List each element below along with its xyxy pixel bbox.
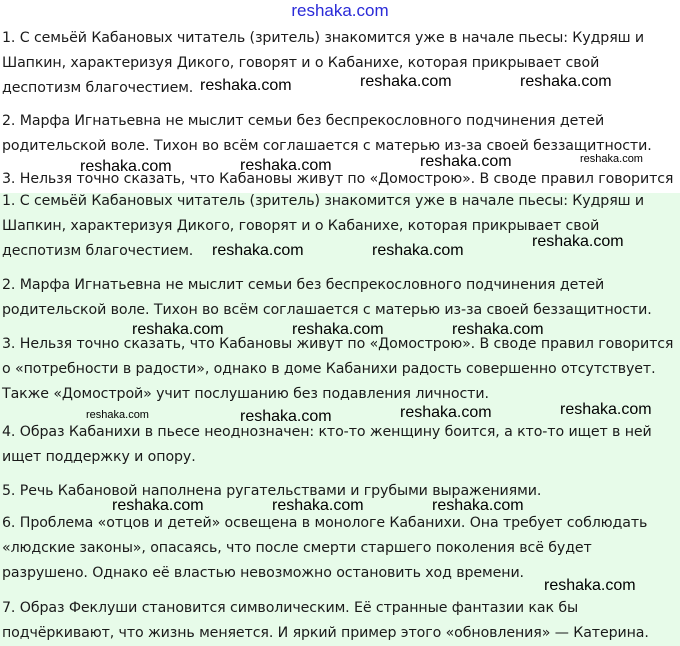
paragraph-line: 3. Нельзя точно сказать, что Кабановы живут по «Домострою». В своде правил говорится [2, 336, 674, 352]
watermark: reshaka.com [532, 233, 624, 250]
paragraph-line: о «потребности в радости», однако в доме Кабанихи радость совершенно отсутствует. [2, 361, 656, 377]
watermark: reshaka.com [420, 153, 512, 170]
paragraph-line: деспотизм благочестием. [2, 243, 194, 259]
watermark: reshaka.com [360, 73, 452, 90]
paragraph-line: 7. Образ Феклуши становится символическим. Её странные фантазии как бы [2, 600, 579, 616]
watermark: reshaka.com [80, 158, 172, 175]
paragraph-line: 3. Нельзя точно сказать, что Кабановы живут по «Домострою». В своде правил говорится [2, 171, 674, 187]
paragraph-line: 5. Речь Кабановой наполнена ругательствами и грубыми выражениями. [2, 483, 542, 499]
watermark: reshaka.com [240, 157, 332, 174]
paragraph-1 [2, 189, 678, 264]
paragraph-line: Шапкин, характеризуя Дикого, говорят и о Кабанихе, которая прикрывает свой [2, 55, 600, 71]
paragraph-line: подчёркивают, что жизнь меняется. И яркий пример этого «обновления» — Катерина. [2, 625, 649, 641]
paragraph-line: ищет поддержку и опору. [2, 449, 196, 465]
paragraph-line: 2. Марфа Игнатьевна не мыслит семьи без беспрекословного подчинения детей [2, 277, 605, 293]
site-title[interactable]: reshaka.com [291, 1, 389, 20]
paragraph-7 [2, 596, 678, 646]
paragraph-3 [2, 332, 678, 407]
paragraph-line: 6. Проблема «отцов и детей» освещена в монологе Кабанихи. Она требует соблюдать [2, 515, 648, 531]
paragraph-2 [2, 109, 678, 159]
watermark: reshaka.com [580, 153, 643, 165]
site-header [0, 0, 680, 22]
watermark: reshaka.com [132, 321, 224, 338]
paragraph-line: 4. Образ Кабанихи в пьесе неоднозначен: кто-то женщину боится, а кто-то ищет в ней [2, 424, 652, 440]
watermark: reshaka.com [112, 497, 204, 514]
watermark: reshaka.com [432, 497, 524, 514]
paragraph-4 [2, 420, 678, 470]
watermark: reshaka.com [272, 497, 364, 514]
paragraph-2 [2, 273, 678, 323]
watermark: reshaka.com [520, 73, 612, 90]
watermark: reshaka.com [212, 242, 304, 259]
watermark: reshaka.com [544, 577, 636, 594]
paragraph-line: 2. Марфа Игнатьевна не мыслит семьи без беспрекословного подчинения детей [2, 113, 605, 129]
watermark: reshaka.com [200, 77, 292, 94]
paragraph-line: «людские законы», опасаясь, что после смерти старшего поколения всё будет [2, 540, 592, 556]
watermark: reshaka.com [292, 321, 384, 338]
watermark: reshaka.com [86, 409, 149, 421]
paragraph-line: Также «Домострой» учит послушанию без подавления личности. [2, 386, 489, 402]
paragraph-line: Шапкин, характеризуя Дикого, говорят и о Кабанихе, которая прикрывает свой [2, 218, 600, 234]
paragraph-line: 1. С семьёй Кабановых читатель (зритель) знакомится уже в начале пьесы: Кудряш и [2, 193, 645, 209]
paragraph-6 [2, 511, 678, 586]
paragraph-line: деспотизм благочестием. [2, 80, 194, 96]
watermark: reshaka.com [400, 404, 492, 421]
watermark: reshaka.com [452, 321, 544, 338]
paragraph-line: 1. С семьёй Кабановых читатель (зритель) знакомится уже в начале пьесы: Кудряш и [2, 30, 645, 46]
watermark: reshaka.com [240, 408, 332, 425]
paragraph-line: родительской воле. Тихон во всём соглашается с матерью из-за своей беззащитности. [2, 302, 652, 318]
paragraph-line: разрушено. Однако её властью невозможно остановить ход времени. [2, 565, 524, 581]
watermark: reshaka.com [372, 242, 464, 259]
paragraph-line: родительской воле. Тихон во всём соглашается с матерью из-за своей беззащитности. [2, 138, 652, 154]
watermark: reshaka.com [560, 401, 652, 418]
